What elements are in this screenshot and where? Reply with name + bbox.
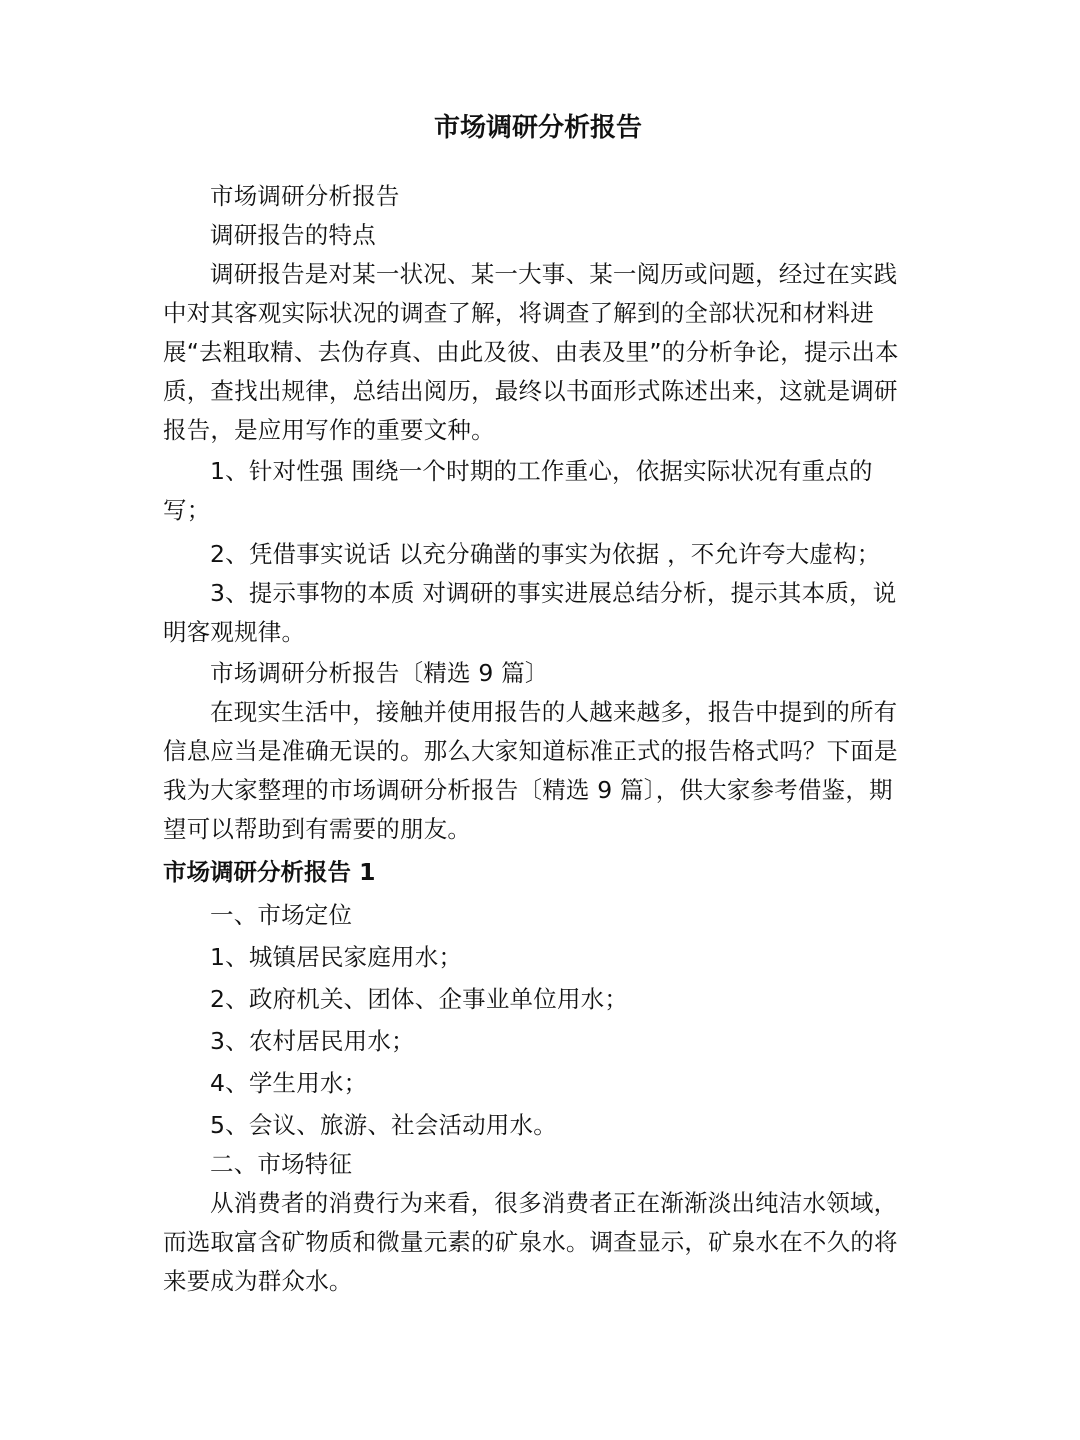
paragraph-subtitle: 市场调研分析报告 [210,182,400,210]
paragraph-feature-3: 3、提示事物的本质 对调研的事实进展总结分析，提示其本质，说明客观规律。 [163,579,897,646]
paragraph-features-heading: 调研报告的特点 [210,221,376,249]
section1-item: 4、学生用水； [210,1069,368,1097]
document-title: 市场调研分析报告 [433,113,642,143]
document-page [163,108,913,1301]
section1-item: 二、市场特征 [210,1150,353,1178]
section1-item: 5、会议、旅游、社会活动用水。 [210,1111,557,1139]
paragraph-definition: 调研报告是对某一状况、某一大事、某一阅历或问题，经过在实践中对其客观实际状况的调查了解，将调查了解到的全部状况和材料进展“去粗取精、去伪存真、由此及彼、由表及里”的分析争论，提示出本质，查找出规律，总结出阅历，最终以书面形式陈述出来，这就是调研报告，是应用写作的重要文种。 [163,260,899,444]
section1-item: 3、农村居民用水； [210,1027,415,1055]
paragraph-feature-2: 2、凭借事实说话 以充分确凿的事实为依据 ，不允许夸大虚构； [210,540,881,568]
paragraph-selection-title: 市场调研分析报告〔精选 9 篇〕 [210,659,549,687]
section1-item: 1、城镇居民家庭用水； [210,943,463,971]
section1-paragraph: 从消费者的消费行为来看，很多消费者正在渐渐淡出纯洁水领域，而选取富含矿物质和微量元素的矿泉水。调查显示，矿泉水在不久的将来要成为群众水。 [163,1189,898,1295]
paragraph-intro: 在现实生活中，接触并使用报告的人越来越多，报告中提到的所有信息应当是准确无误的。那么大家知道标准正式的报告格式吗？下面是我为大家整理的市场调研分析报告〔精选 9 篇〕，供大家参考借鉴，期望可以帮助到有需要的朋友。 [163,698,898,843]
section-heading-1: 市场调研分析报告 1 [163,858,376,886]
paragraph-feature-1: 1、针对性强 围绕一个时期的工作重心，依据实际状况有重点的写； [163,457,873,524]
section1-item: 2、政府机关、团体、企事业单位用水； [210,985,629,1013]
section1-item: 一、市场定位 [210,901,353,929]
